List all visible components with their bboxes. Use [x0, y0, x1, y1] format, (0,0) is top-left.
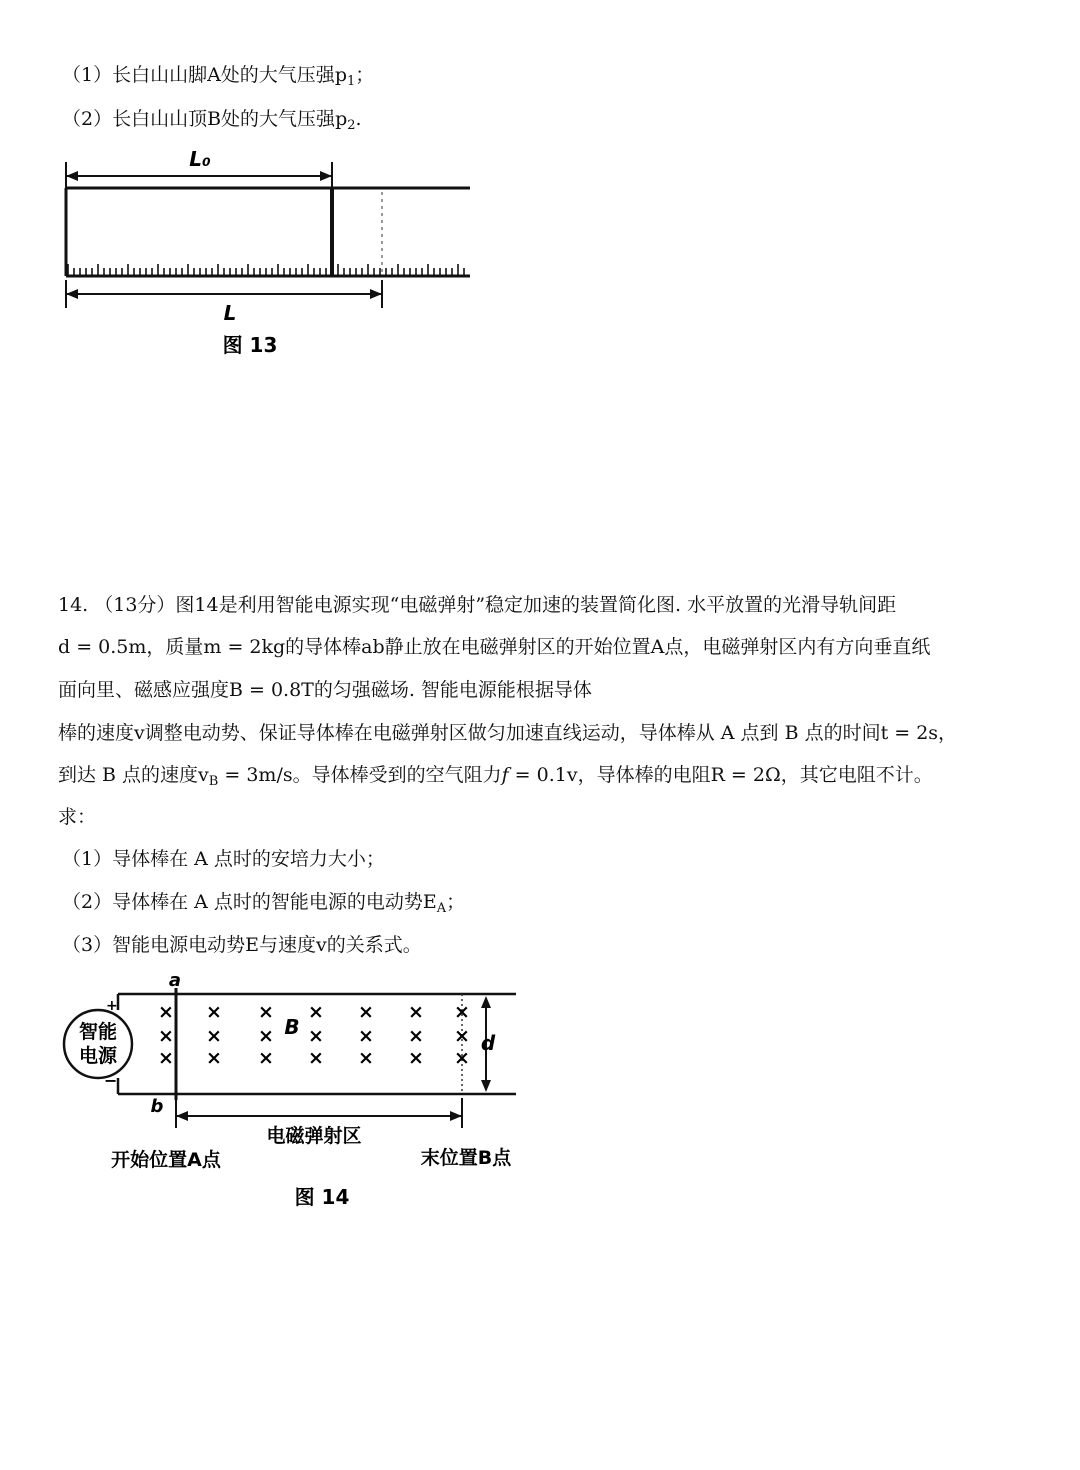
field-cross: ×: [308, 1047, 324, 1069]
field-cross: ×: [358, 1047, 374, 1069]
field-cross: ×: [158, 1047, 174, 1069]
label-b: b: [150, 1096, 164, 1117]
field-cross: ×: [206, 1047, 222, 1069]
figure-14-caption: 图 14: [294, 1185, 350, 1209]
q14-item-2-sub: A: [436, 901, 447, 916]
field-cross: ×: [308, 1001, 324, 1023]
field-cross: ×: [454, 1047, 470, 1069]
field-cross: ×: [258, 1001, 274, 1023]
q14-line-6: 求：: [58, 806, 97, 828]
zone-label: 电磁弹射区: [266, 1125, 362, 1147]
source-label-bottom: 电源: [78, 1045, 118, 1067]
q14-item-3: （3）智能电源电动势E与速度v的关系式。: [62, 934, 422, 956]
field-cross: ×: [358, 1025, 374, 1047]
field-cross: ×: [408, 1025, 424, 1047]
q13-item-1-punct: ；: [355, 64, 375, 86]
field-cross: ×: [158, 1001, 174, 1023]
start-label: 开始位置A点: [111, 1149, 221, 1171]
q13-item-1: [62, 62, 374, 95]
label-B: B: [284, 1015, 300, 1039]
q14-line-5-sub: B: [208, 774, 219, 789]
q14-line-2: d = 0.5m，质量m = 2kg的导体棒ab静止放在电磁弹射区的开始位置A点，电磁弹射区内有方向垂直纸: [58, 636, 931, 658]
q13-item-1-text: （1）长白山山脚A处的大气压强: [62, 64, 335, 86]
plus-sign: +: [106, 998, 118, 1014]
q13-item-1-sub: 1: [346, 74, 356, 89]
q14-line-3: 面向里、磁感应强度B = 0.8T的匀强磁场. 智能电源能根据导体: [58, 679, 592, 701]
scale-ticks: [68, 264, 464, 276]
q14-line-4: 棒的速度v调整电动势、保证导体棒在电磁弹射区做匀加速直线运动，导体棒从 A 点到 B 点的时间t = 2s，: [58, 722, 958, 744]
field-cross: ×: [258, 1047, 274, 1069]
q14-item-2-punct: ；: [446, 891, 466, 913]
q13-item-2: [62, 106, 362, 139]
field-cross: ×: [308, 1025, 324, 1047]
field-cross: ×: [206, 1025, 222, 1047]
q13-item-1-var: p: [334, 64, 347, 86]
field-cross: ×: [358, 1001, 374, 1023]
q13-item-2-punct: .: [355, 108, 362, 130]
q13-item-2-text: （2）长白山山顶B处的大气压强: [62, 108, 336, 130]
figure-13: [50, 140, 490, 370]
label-l: L: [223, 301, 237, 325]
q14-item-2: [62, 889, 465, 922]
field-cross: ×: [158, 1025, 174, 1047]
q14-line-1: 14. （13分）图14是利用智能电源实现“电磁弹射”稳定加速的装置简化图. 水平放置的光滑导轨间距: [58, 594, 897, 616]
q13-item-2-sub: 2: [347, 118, 356, 133]
field-cross: ×: [454, 1001, 470, 1023]
q13-item-2-var: p: [335, 108, 348, 130]
end-label: 末位置B点: [420, 1147, 512, 1169]
label-a: a: [168, 970, 182, 991]
q14-item-1: （1）导体棒在 A 点时的安培力大小；: [62, 848, 385, 870]
figure-13-caption: 图 13: [222, 333, 278, 357]
q14-item-2-text: （2）导体棒在 A 点时的智能电源的电动势E: [62, 891, 437, 913]
field-cross: ×: [408, 1001, 424, 1023]
q14-line-5-rest: = 3m/s。导体棒受到的空气阻力𝑓 = 0.1v，导体棒的电阻R = 2Ω，其它电阻不计。: [218, 764, 933, 786]
field-cross: ×: [258, 1025, 274, 1047]
field-cross: ×: [206, 1001, 222, 1023]
minus-sign: −: [104, 1071, 118, 1090]
q14-line-5-text: 到达 B 点的速度v: [58, 764, 209, 786]
q14-line-5: [58, 762, 933, 795]
figure-14: [56, 968, 536, 1218]
source-label-top: 智能: [78, 1021, 118, 1043]
label-l0: L₀: [189, 147, 211, 171]
magnetic-field-crosses: [158, 1001, 470, 1069]
field-cross: ×: [454, 1025, 470, 1047]
field-cross: ×: [408, 1047, 424, 1069]
label-d: d: [480, 1031, 496, 1055]
